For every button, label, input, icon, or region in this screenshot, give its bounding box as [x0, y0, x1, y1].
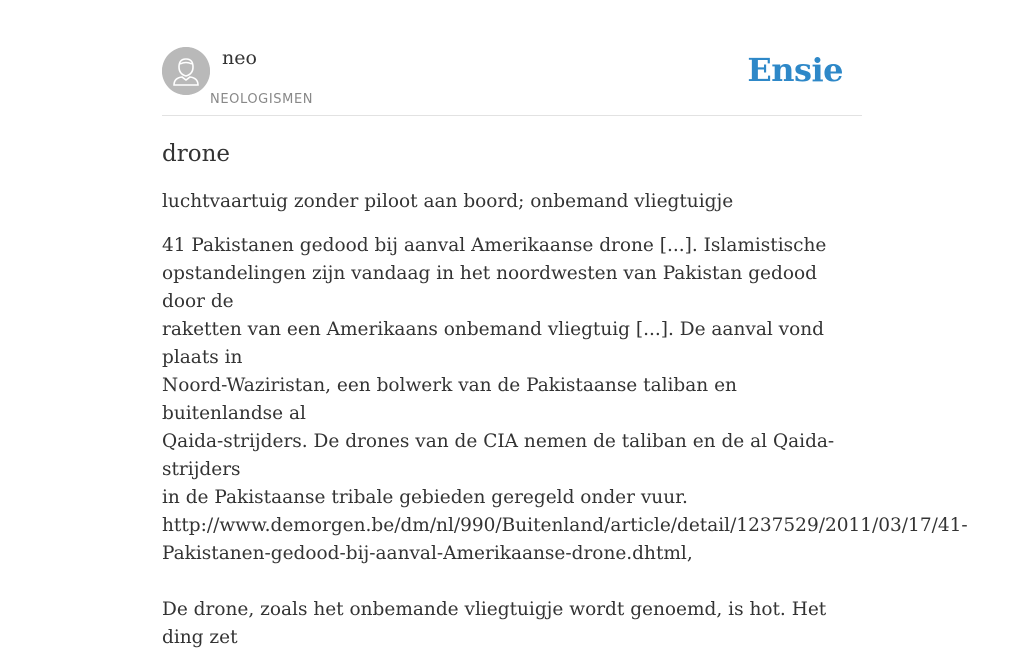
username-link[interactable]: neo [222, 47, 257, 69]
header [162, 46, 862, 116]
ensie-logo[interactable]: Ensie [747, 51, 843, 89]
avatar[interactable] [162, 47, 210, 95]
entry-content [162, 138, 968, 652]
entry-definition: luchtvaartuig zonder piloot aan boord; onbemand vliegtuigje [162, 191, 734, 212]
entry-word: drone [162, 141, 230, 167]
user-icon [162, 47, 210, 95]
dictionary-label[interactable]: NEOLOGISMEN [210, 92, 314, 107]
entry-example: 41 Pakistanen gedood bij aanval Amerikaanse drone [...]. Islamistische opstandelingen zijn vandaag in het noordwesten van Pakistan gedood door de raketten van een Amerikaans onbemand vliegtuig [...]. De aanval vond plaats in Noord-Waziristan, een bolwerk van de Pakistaanse taliban en buitenlandse al Qaida-strijders. De drones van de CIA nemen de taliban en de al Qaida-strijders in de Pakistaanse tribale gebieden geregeld onder vuur. http://www.demorgen.be/dm/nl/990/Buitenland/article/detail/1237529/2011/03/17/41- Pakistanen-gedood-bij-aanval-Amerikaanse-drone.dhtml, De drone, zoals het onbemande vliegtuigje wordt genoemd, is hot. Het ding zet [162, 235, 968, 648]
